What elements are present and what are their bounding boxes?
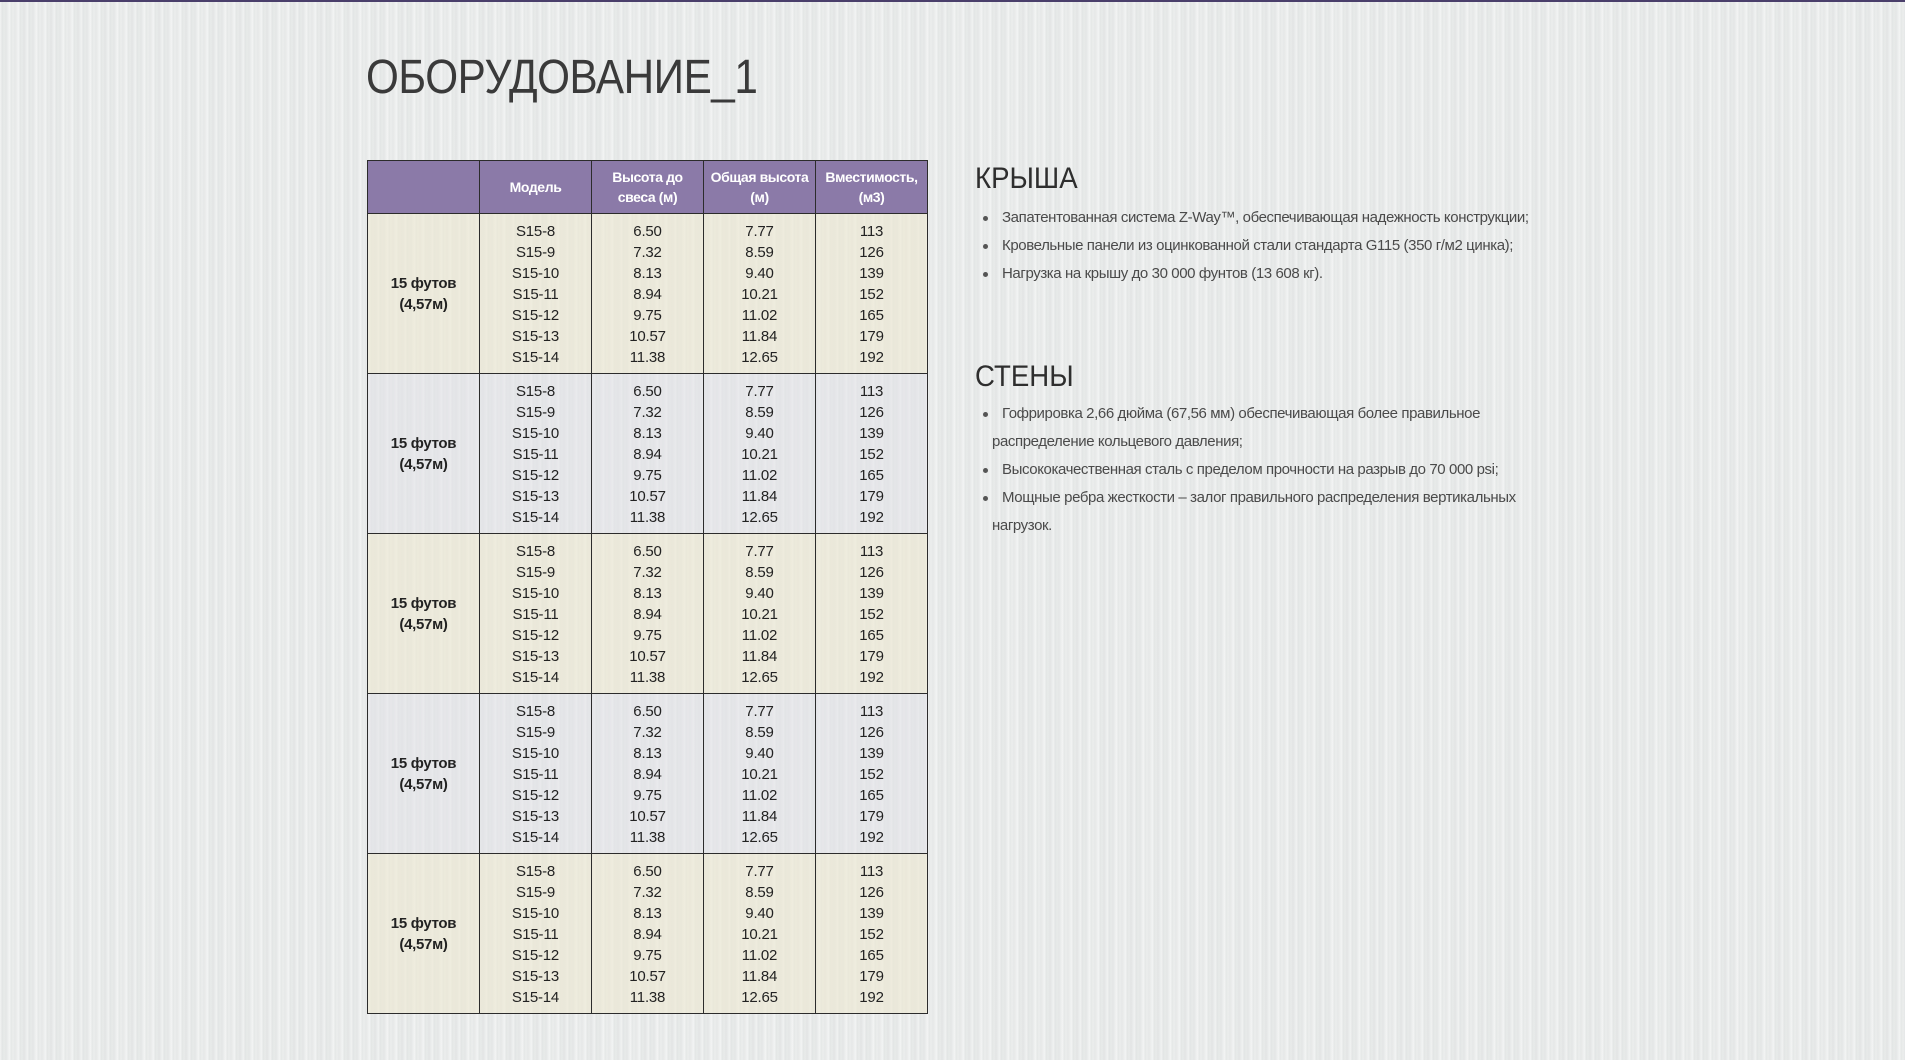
model-value: S15-11 — [512, 446, 559, 463]
eave-height-value: 7.32 — [633, 244, 662, 261]
model-value: S15-12 — [511, 787, 560, 804]
capacity-cell — [816, 694, 928, 854]
total-height-value: 9.40 — [745, 745, 774, 762]
total-height-value: 12.65 — [741, 669, 778, 686]
eave-height-cell — [592, 854, 704, 1014]
eave-height-value: 6.50 — [633, 703, 662, 720]
total-height-value: 7.77 — [745, 543, 774, 560]
roof-section — [975, 162, 1535, 288]
total-height-cell — [704, 374, 816, 534]
model-value: S15-13 — [511, 968, 560, 985]
total-height-value: 10.21 — [741, 926, 778, 943]
eave-height-value: 7.32 — [633, 724, 662, 741]
model-value: S15-14 — [511, 669, 560, 686]
header-cell-model — [480, 161, 592, 214]
group-label-line: 15 футов — [390, 434, 457, 452]
walls-feature-text-line: Высококачественная сталь с пределом прочности на разрыв до 70 000 psi; — [1002, 461, 1499, 478]
table-row — [368, 214, 928, 374]
model-value: S15-11 — [512, 286, 559, 303]
eave-height-value: 11.38 — [629, 989, 666, 1006]
model-value: S15-13 — [511, 488, 560, 505]
total-height-value: 8.59 — [745, 404, 774, 421]
roof-feature-text: Кровельные панели из оцинкованной стали стандарта G115 (350 г/м2 цинка); — [1002, 237, 1514, 254]
model-value: S15-8 — [515, 703, 556, 720]
header-total-line-1: Общая высота — [710, 169, 809, 185]
total-height-value: 11.02 — [741, 787, 778, 804]
model-value: S15-13 — [511, 648, 560, 665]
model-value: S15-10 — [511, 905, 560, 922]
capacity-value: 113 — [859, 863, 884, 880]
table-body — [368, 214, 928, 1014]
capacity-value: 192 — [859, 829, 884, 846]
model-value: S15-14 — [511, 829, 560, 846]
walls-feature-item — [975, 400, 1535, 456]
total-height-value: 8.59 — [745, 724, 774, 741]
model-value: S15-9 — [515, 884, 556, 901]
total-height-cell — [704, 534, 816, 694]
eave-height-value: 10.57 — [629, 968, 666, 985]
eave-height-value: 11.38 — [629, 669, 666, 686]
total-height-value: 11.84 — [741, 648, 778, 665]
group-label-line: (4,57м) — [399, 935, 448, 953]
capacity-value: 152 — [859, 606, 884, 623]
eave-height-value: 8.94 — [633, 926, 662, 943]
eave-height-value: 8.13 — [633, 425, 662, 442]
total-height-cell — [704, 854, 816, 1014]
total-height-value: 10.21 — [741, 446, 778, 463]
capacity-value: 152 — [859, 446, 884, 463]
capacity-value: 179 — [859, 648, 884, 665]
eave-height-cell — [592, 694, 704, 854]
eave-height-value: 7.32 — [633, 404, 662, 421]
total-height-value: 11.84 — [741, 968, 778, 985]
roof-feature-text: Запатентованная система Z-Way™, обеспечивающая надежность конструкции; — [1002, 209, 1529, 226]
capacity-value: 179 — [859, 488, 884, 505]
roof-feature-text: Нагрузка на крышу до 30 000 фунтов (13 608 кг). — [1002, 265, 1323, 282]
total-height-value: 7.77 — [745, 383, 774, 400]
total-height-value: 9.40 — [745, 905, 774, 922]
capacity-value: 165 — [859, 467, 884, 484]
eave-height-value: 9.75 — [633, 787, 662, 804]
group-label-line: (4,57м) — [399, 775, 448, 793]
bullet-icon — [983, 216, 988, 221]
model-value: S15-8 — [515, 223, 556, 240]
group-label-cell — [368, 854, 480, 1014]
eave-height-value: 8.94 — [633, 606, 662, 623]
eave-height-value: 8.13 — [633, 745, 662, 762]
walls-feature-text-line: Мощные ребра жесткости – залог правильного распределения вертикальных — [1002, 489, 1516, 506]
total-height-value: 12.65 — [741, 349, 778, 366]
table-row — [368, 534, 928, 694]
table-row — [368, 694, 928, 854]
header-cell-empty — [368, 161, 480, 214]
total-height-value: 12.65 — [741, 989, 778, 1006]
model-value: S15-12 — [511, 467, 560, 484]
eave-height-value: 11.38 — [629, 509, 666, 526]
total-height-value: 11.84 — [741, 808, 778, 825]
header-cell-capacity — [816, 161, 928, 214]
roof-feature-item — [975, 260, 1535, 288]
capacity-value: 192 — [859, 989, 884, 1006]
eave-height-value: 9.75 — [633, 627, 662, 644]
capacity-value: 152 — [859, 926, 884, 943]
capacity-value: 113 — [859, 703, 884, 720]
roof-heading: КРЫША — [975, 162, 1078, 195]
model-value: S15-12 — [511, 307, 560, 324]
eave-height-value: 8.94 — [633, 766, 662, 783]
model-value: S15-11 — [512, 926, 559, 943]
eave-height-value: 8.13 — [633, 905, 662, 922]
model-value: S15-9 — [515, 404, 556, 421]
model-value: S15-13 — [511, 808, 560, 825]
total-height-value: 11.84 — [741, 328, 778, 345]
total-height-value: 11.84 — [741, 488, 778, 505]
eave-height-value: 10.57 — [629, 488, 666, 505]
capacity-value: 192 — [859, 669, 884, 686]
model-value: S15-8 — [515, 383, 556, 400]
capacity-cell — [816, 214, 928, 374]
group-label-cell — [368, 534, 480, 694]
model-value: S15-12 — [511, 627, 560, 644]
roof-feature-item — [975, 232, 1535, 260]
total-height-value: 10.21 — [741, 766, 778, 783]
walls-heading: СТЕНЫ — [975, 360, 1074, 393]
header-cell-total-height — [704, 161, 816, 214]
header-capacity-line-1: Вместимость, — [825, 169, 918, 185]
group-label-cell — [368, 374, 480, 534]
model-cell — [480, 374, 592, 534]
total-height-value: 7.77 — [745, 863, 774, 880]
model-value: S15-10 — [511, 265, 560, 282]
table-header-row — [368, 161, 928, 214]
bullet-icon — [983, 412, 988, 417]
eave-height-value: 7.32 — [633, 564, 662, 581]
total-height-value: 11.02 — [741, 307, 778, 324]
specifications-table — [367, 160, 928, 1014]
total-height-value: 10.21 — [741, 286, 778, 303]
model-value: S15-9 — [515, 244, 556, 261]
eave-height-value: 8.13 — [633, 265, 662, 282]
capacity-value: 126 — [859, 564, 884, 581]
eave-height-value: 6.50 — [633, 223, 662, 240]
eave-height-value: 10.57 — [629, 808, 666, 825]
model-value: S15-11 — [512, 606, 559, 623]
model-value: S15-12 — [511, 947, 560, 964]
header-model-line: Модель — [509, 179, 562, 195]
model-value: S15-14 — [511, 989, 560, 1006]
capacity-value: 113 — [859, 543, 884, 560]
group-label-line: (4,57м) — [399, 615, 448, 633]
roof-feature-list — [975, 204, 1535, 288]
capacity-value: 126 — [859, 724, 884, 741]
walls-feature-item — [975, 484, 1535, 540]
total-height-value: 9.40 — [745, 265, 774, 282]
total-height-value: 11.02 — [741, 947, 778, 964]
capacity-value: 192 — [859, 509, 884, 526]
group-label-cell — [368, 694, 480, 854]
capacity-value: 152 — [859, 286, 884, 303]
walls-feature-text-line: Гофрировка 2,66 дюйма (67,56 мм) обеспечивающая более правильное — [1002, 405, 1481, 422]
group-label-line: (4,57м) — [399, 295, 448, 313]
capacity-cell — [816, 534, 928, 694]
eave-height-value: 7.32 — [633, 884, 662, 901]
bullet-icon — [983, 468, 988, 473]
eave-height-value: 11.38 — [629, 349, 666, 366]
model-value: S15-9 — [515, 564, 556, 581]
total-height-value: 10.21 — [741, 606, 778, 623]
eave-height-value: 8.94 — [633, 446, 662, 463]
model-cell — [480, 214, 592, 374]
capacity-value: 152 — [859, 766, 884, 783]
group-label-line: 15 футов — [390, 914, 457, 932]
capacity-value: 126 — [859, 884, 884, 901]
walls-feature-item — [975, 456, 1535, 484]
capacity-value: 165 — [859, 307, 884, 324]
capacity-value: 126 — [859, 244, 884, 261]
model-value: S15-9 — [515, 724, 556, 741]
eave-height-value: 6.50 — [633, 543, 662, 560]
capacity-value: 139 — [859, 905, 884, 922]
group-label-line: 15 футов — [390, 594, 457, 612]
model-value: S15-14 — [511, 349, 560, 366]
eave-height-cell — [592, 374, 704, 534]
walls-section — [975, 360, 1535, 540]
total-height-value: 8.59 — [745, 564, 774, 581]
model-value: S15-14 — [511, 509, 560, 526]
header-cell-eave-height — [592, 161, 704, 214]
eave-height-value: 9.75 — [633, 307, 662, 324]
total-height-value: 11.02 — [741, 467, 778, 484]
model-value: S15-10 — [511, 585, 560, 602]
model-cell — [480, 854, 592, 1014]
capacity-value: 139 — [859, 265, 884, 282]
walls-feature-text-line: распределение кольцевого давления; — [992, 433, 1243, 450]
total-height-value: 8.59 — [745, 884, 774, 901]
bullet-icon — [983, 244, 988, 249]
capacity-value: 139 — [859, 745, 884, 762]
eave-height-value: 10.57 — [629, 328, 666, 345]
total-height-value: 7.77 — [745, 223, 774, 240]
walls-feature-text-line: нагрузок. — [992, 517, 1052, 534]
bullet-icon — [983, 272, 988, 277]
header-total-line-2: (м) — [750, 189, 769, 205]
capacity-value: 113 — [859, 383, 884, 400]
capacity-value: 165 — [859, 787, 884, 804]
header-eave-line-2: свеса (м) — [617, 189, 678, 205]
bullet-icon — [983, 496, 988, 501]
model-value: S15-11 — [512, 766, 559, 783]
total-height-value: 9.40 — [745, 425, 774, 442]
top-accent-line — [0, 0, 1905, 2]
capacity-value: 179 — [859, 328, 884, 345]
table-row — [368, 374, 928, 534]
eave-height-cell — [592, 214, 704, 374]
model-value: S15-8 — [515, 863, 556, 880]
eave-height-value: 8.94 — [633, 286, 662, 303]
capacity-value: 139 — [859, 585, 884, 602]
model-cell — [480, 694, 592, 854]
model-value: S15-8 — [515, 543, 556, 560]
capacity-value: 179 — [859, 808, 884, 825]
header-capacity-line-2: (м3) — [858, 189, 885, 205]
eave-height-value: 6.50 — [633, 863, 662, 880]
total-height-cell — [704, 214, 816, 374]
page-title: ОБОРУДОВАНИЕ_1 — [366, 51, 758, 104]
group-label-line: 15 футов — [390, 274, 457, 292]
capacity-value: 165 — [859, 627, 884, 644]
eave-height-value: 6.50 — [633, 383, 662, 400]
total-height-value: 12.65 — [741, 509, 778, 526]
roof-feature-item — [975, 204, 1535, 232]
capacity-cell — [816, 374, 928, 534]
eave-height-value: 9.75 — [633, 467, 662, 484]
capacity-value: 113 — [859, 223, 884, 240]
eave-height-value: 10.57 — [629, 648, 666, 665]
group-label-cell — [368, 214, 480, 374]
eave-height-cell — [592, 534, 704, 694]
model-value: S15-10 — [511, 425, 560, 442]
eave-height-value: 9.75 — [633, 947, 662, 964]
model-cell — [480, 534, 592, 694]
capacity-value: 126 — [859, 404, 884, 421]
total-height-value: 8.59 — [745, 244, 774, 261]
model-value: S15-10 — [511, 745, 560, 762]
eave-height-value: 11.38 — [629, 829, 666, 846]
capacity-value: 179 — [859, 968, 884, 985]
header-eave-line-1: Высота до — [612, 169, 683, 185]
table-row — [368, 854, 928, 1014]
group-label-line: (4,57м) — [399, 455, 448, 473]
total-height-value: 12.65 — [741, 829, 778, 846]
group-label-line: 15 футов — [390, 754, 457, 772]
capacity-value: 139 — [859, 425, 884, 442]
model-value: S15-13 — [511, 328, 560, 345]
capacity-cell — [816, 854, 928, 1014]
total-height-value: 7.77 — [745, 703, 774, 720]
walls-feature-list — [975, 400, 1535, 540]
total-height-value: 9.40 — [745, 585, 774, 602]
total-height-cell — [704, 694, 816, 854]
total-height-value: 11.02 — [741, 627, 778, 644]
capacity-value: 165 — [859, 947, 884, 964]
capacity-value: 192 — [859, 349, 884, 366]
eave-height-value: 8.13 — [633, 585, 662, 602]
